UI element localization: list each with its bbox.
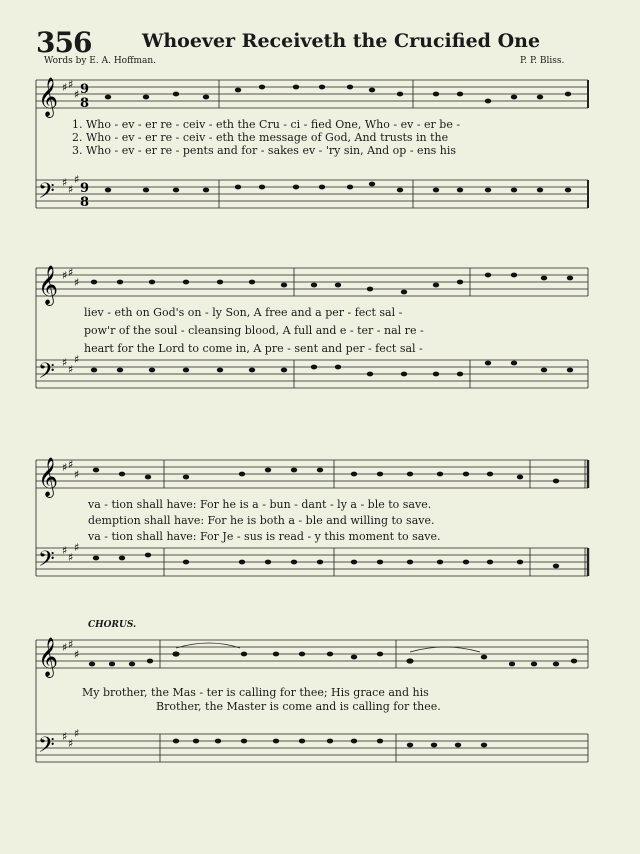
svg-text:♯: ♯ [74,541,80,554]
svg-text:♯: ♯ [68,551,74,564]
svg-text:♯: ♯ [68,737,74,750]
svg-text:♯: ♯ [62,81,68,94]
svg-text:𝄞: 𝄞 [38,637,59,677]
lyric-line-1-3: 3. Who - ev - er re - pents and for - sakes ev - 'ry sin, And op - ens his [72,144,457,157]
lyric-line-1-1: 1. Who - ev - er re - ceiv - eth the Cru - ci - fied One, Who - ev - er be - [72,118,461,131]
lyric-line-3-2: demption shall have: For he is both a - ble and willing to save. [88,514,435,527]
svg-text:♯: ♯ [62,356,68,369]
svg-text:♯: ♯ [74,648,80,661]
svg-text:9: 9 [80,82,90,97]
svg-text:𝄞: 𝄞 [38,77,59,117]
svg-text:♯: ♯ [62,269,68,282]
svg-text:♯: ♯ [62,461,68,474]
lyric-line-2-3: heart for the Lord to come in, A pre - sent and per - fect sal - [84,342,423,355]
svg-text:9: 9 [80,181,90,196]
svg-text:♯: ♯ [74,173,80,186]
svg-text:𝄢: 𝄢 [38,733,55,763]
lyric-line-1-2: 2. Who - ev - er re - ceiv - eth the message of God, And trusts in the [72,131,449,144]
svg-text:𝄞: 𝄞 [38,265,59,305]
svg-text:𝄢: 𝄢 [38,359,55,389]
svg-text:♯: ♯ [68,78,74,91]
chorus-label: CHORUS. [88,620,137,630]
lyric-line-4-1: My brother, the Mas - ter is calling for thee; His grace and his [82,686,429,699]
lyric-line-3-1: va - tion shall have: For he is a - bun - dant - ly a - ble to save. [88,498,432,511]
svg-text:𝄞: 𝄞 [38,457,59,497]
hymn-number: 356 [36,26,92,59]
svg-text:♯: ♯ [68,266,74,279]
hymn-title: Whoever Receiveth the Crucified One [142,30,541,52]
words-credit: Words by E. A. Hoffman. [44,56,157,66]
svg-text:𝄢: 𝄢 [38,179,55,209]
lyric-line-2-1: liev - eth on God's on - ly Son, A free and a per - fect sal - [84,306,403,319]
svg-text:♯: ♯ [68,363,74,376]
svg-text:♯: ♯ [62,730,68,743]
lyric-line-2-2: pow'r of the soul - cleansing blood, A full and e - ter - nal re - [84,324,424,337]
svg-text:8: 8 [80,96,90,111]
svg-text:♯: ♯ [74,353,80,366]
svg-text:♯: ♯ [74,88,80,101]
composer-credit: P. P. Bliss. [520,56,565,66]
svg-text:♯: ♯ [68,458,74,471]
svg-text:𝄢: 𝄢 [38,547,55,577]
lyric-line-3-3: va - tion shall have: For Je - sus is read - y this moment to save. [88,530,441,543]
svg-text:♯: ♯ [68,638,74,651]
svg-text:♯: ♯ [74,276,80,289]
svg-text:♯: ♯ [74,727,80,740]
svg-text:♯: ♯ [68,183,74,196]
svg-text:♯: ♯ [62,544,68,557]
lyric-line-4-2: Brother, the Master is come and is calling for thee. [156,700,441,713]
svg-text:8: 8 [80,195,90,210]
svg-text:♯: ♯ [74,468,80,481]
svg-text:♯: ♯ [62,641,68,654]
svg-text:♯: ♯ [62,176,68,189]
